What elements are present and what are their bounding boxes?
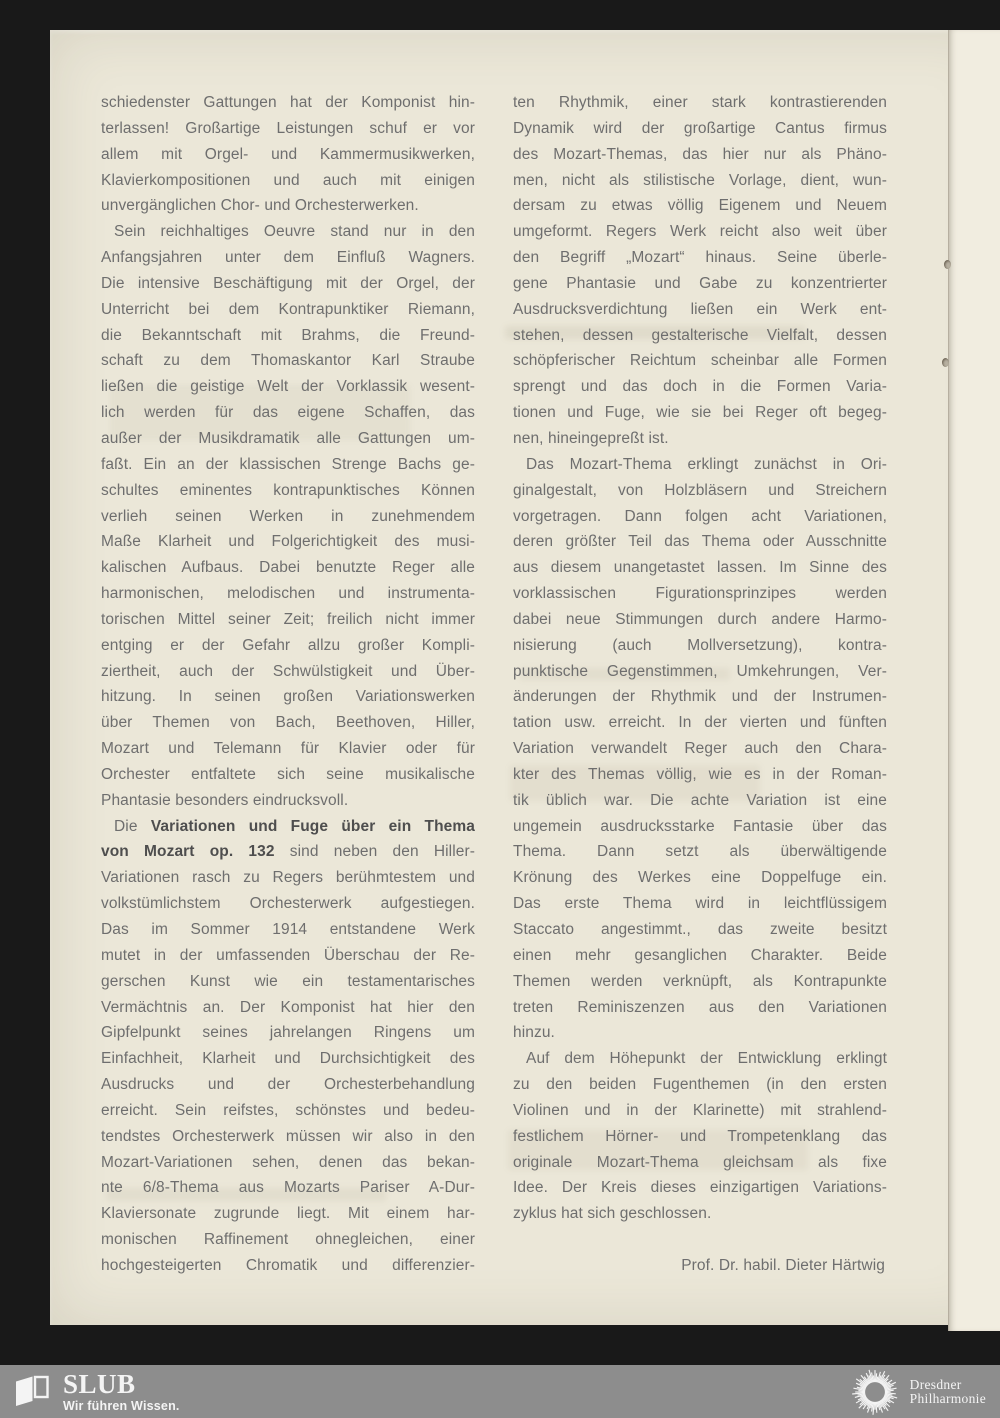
text-line: Klaviersonate zugrunde liegt. Mit einem har- (101, 1205, 475, 1223)
scanned-page (50, 30, 1000, 1325)
left-column-lines (101, 90, 475, 1279)
text-line: Thema. Dann setzt als überwältigende (513, 843, 887, 861)
text-line: nisierung (auch Mollversetzung), kontra- (513, 636, 887, 654)
text-line: lich werden für das eigene Schaffen, das (101, 404, 475, 422)
text-line: dabei neue Stimmungen durch andere Harmo- (513, 610, 887, 628)
text-line: Die intensive Beschäftigung mit der Orgel, der (101, 274, 475, 292)
text-line: festlichem Hörner- und Trompetenklang das (513, 1127, 887, 1145)
slub-text (63, 1368, 180, 1413)
text-line: schöpferischer Reichtum scheinbar alle Formen (513, 352, 887, 370)
text-line: volkstümlichstem Orchesterwerk aufgestiegen. (101, 895, 475, 913)
philharmonie-line2: Philharmonie (909, 1390, 986, 1406)
text-line: tendstes Orchesterwerk müssen wir also in den (101, 1127, 475, 1145)
text-line: mutet in der umfassenden Überschau der Re- (101, 946, 475, 964)
slub-wordmark: SLUB (63, 1368, 136, 1399)
text-line: Ausdrucksverdichtung ließen ein Werk ent- (513, 300, 887, 318)
text-line: Sein reichhaltiges Oeuvre stand nur in den (114, 223, 475, 241)
text-line: Mozart und Telemann für Klavier oder für (101, 740, 475, 758)
text-line: Unterricht bei dem Kontrapunktiker Riemann, (101, 300, 475, 318)
text-line: zyklus hat sich geschlossen. (513, 1205, 712, 1223)
text-line: die Bekanntschaft mit Brahms, die Freund- (101, 326, 475, 344)
staple-mark (944, 260, 951, 269)
slub-tagline: Wir führen Wissen. (63, 1398, 180, 1413)
text-line: unvergänglichen Chor- und Orchesterwerken. (101, 197, 419, 215)
text-line: ten Rhythmik, einer stark kontrastierenden (513, 94, 887, 111)
text-line: erreicht. Sein reifstes, schönstes und bedeu- (101, 1101, 475, 1119)
text-line: Die Variationen und Fuge über ein Thema (114, 817, 475, 835)
text-line: tik üblich war. Die achte Variation ist eine (513, 791, 887, 809)
text-line: stehen, dessen gestalterische Vielfalt, dessen (513, 326, 887, 344)
text-line: harmonischen, melodischen und instrumenta- (101, 585, 475, 603)
text-line: Das erste Thema wird in leichtflüssigem (513, 895, 887, 913)
text-line: originale Mozart-Thema gleichsam als fixe (513, 1153, 887, 1171)
text-line: änderungen der Rhythmik und der Instrumen- (513, 688, 887, 706)
text-line: tionen und Fuge, wie sie bei Reger oft begeg- (513, 404, 887, 422)
text-line: monischen Raffinement ohnegleichen, einer (101, 1231, 475, 1249)
text-line: hitzung. In seinen großen Variationswerken (101, 688, 475, 706)
text-line: den Begriff „Mozart“ hinaus. Seine überle- (513, 249, 887, 267)
text-line: ginalgestalt, von Holzbläsern und Streichern (513, 481, 887, 499)
text-line: nte 6/8-Thema aus Mozarts Pariser A-Dur- (101, 1179, 475, 1197)
text-line: Krönung des Werkes eine Doppelfuge ein. (513, 869, 887, 887)
staple-mark (942, 358, 949, 367)
text-line: schaft zu dem Thomaskantor Karl Straube (101, 352, 475, 370)
text-line: ziertheit, auch der Schwülstigkeit und Über- (101, 662, 475, 680)
philharmonie-line1: Dresdner (909, 1376, 962, 1392)
text-line: verlieh seinen Werken in zunehmendem (101, 507, 475, 525)
text-line: terlassen! Großartige Leistungen schuf er vor (101, 119, 475, 137)
text-line: punktische Gegenstimmen, Umkehrungen, Ver- (513, 662, 887, 680)
left-text-column (101, 90, 475, 1279)
text-line: Ausdrucks und der Orchesterbehandlung (101, 1076, 475, 1094)
text-line: zu den beiden Fugenthemen (in den ersten (513, 1076, 887, 1094)
text-line: hinzu. (513, 1024, 555, 1042)
text-line: vorgetragen. Dann folgen acht Variationen, (513, 507, 887, 525)
text-line: Staccato angestimmt., das zweite besitzt (513, 921, 887, 938)
slub-logo (12, 1368, 180, 1413)
text-line: über Themen von Bach, Beethoven, Hiller, (101, 714, 475, 732)
text-line: Orchester entfaltete sich seine musikalische (101, 765, 475, 783)
text-line: Variation verwandelt Reger auch den Chara- (513, 740, 887, 758)
page-fold-edge (948, 30, 1000, 1331)
text-line: men, nicht als stilistische Vorlage, dient, wun- (513, 171, 887, 189)
text-line: Vermächtnis an. Der Komponist hat hier den (101, 998, 475, 1016)
text-line: allem mit Orgel- und Kammermusikwerken, (101, 145, 475, 163)
text-line: schiedenster Gattungen hat der Komponist hin- (101, 94, 475, 111)
text-line: ungemein ausdrucksstarke Fantasie über das (513, 817, 887, 835)
text-line: deren größter Teil das Thema oder Ausschnitte (513, 533, 887, 551)
text-line: Themen werden verknüpft, als Kontrapunkte (513, 972, 887, 990)
text-line: schultes eminentes kontrapunktisches Können (101, 481, 475, 499)
text-line: tation usw. erreicht. In der vierten und fünften (513, 714, 887, 732)
text-line: einen mehr gesanglichen Charakter. Beide (513, 946, 887, 964)
text-line: vorklassischen Figurationsprinzipes werden (513, 585, 887, 603)
text-line: faßt. Ein an der klassischen Strenge Bachs ge- (101, 455, 475, 473)
right-text-column (513, 90, 887, 1279)
text-line: hochgesteigerten Chromatik und differenzier- (101, 1256, 475, 1274)
book-icon (12, 1374, 50, 1407)
right-column-lines (513, 90, 887, 1227)
text-line: Das Mozart-Thema erklingt zunächst in Ori- (526, 455, 887, 473)
text-line: aus diesem unangetastet lassen. Im Sinne des (513, 559, 887, 577)
text-line: des Mozart-Themas, das hier nur als Phäno- (513, 145, 887, 163)
starburst-icon (850, 1367, 900, 1417)
text-line: Auf dem Höhepunkt der Entwicklung erklingt (526, 1050, 887, 1068)
text-line: kter des Themas völlig, wie es in der Roman- (513, 765, 887, 783)
text-line: Klavierkompositionen und auch mit einigen (101, 171, 475, 189)
text-line: Mozart-Variationen sehen, denen das bekan- (101, 1153, 475, 1171)
text-line: außer der Musikdramatik alle Gattungen um- (101, 429, 475, 447)
text-line: Violinen und in der Klarinette) mit strahlend- (513, 1101, 887, 1119)
text-line: Variationen rasch zu Regers berühmtestem und (101, 869, 475, 887)
text-line: sprengt und das doch in die Formen Varia- (513, 378, 887, 396)
text-line: umgeformt. Regers Werk reicht also weit über (513, 223, 887, 241)
text-line: kalischen Aufbaus. Dabei benutzte Reger alle (101, 559, 475, 577)
text-line: nen, hineingepreßt ist. (513, 429, 669, 447)
text-line: ließen die geistige Welt der Vorklassik wesent- (101, 378, 475, 396)
text-line: Dynamik wird der großartige Cantus firmus (513, 119, 887, 137)
library-footer-bar (0, 1365, 1000, 1418)
text-line: gerschen Kunst wie ein testamentarisches (101, 972, 475, 990)
text-line: Das im Sommer 1914 entstandene Werk (101, 921, 475, 938)
text-line: Gipfelpunkt seines jahrelangen Ringens um (101, 1024, 475, 1042)
text-line: entging er der Gefahr allzu großer Kompli- (101, 636, 475, 654)
text-line: torischen Mittel seiner Zeit; freilich nicht immer (101, 610, 475, 628)
text-line: Anfangsjahren unter dem Einfluß Wagners. (101, 249, 475, 267)
text-line: Idee. Der Kreis dieses einzigartigen Variations- (513, 1179, 887, 1197)
text-line: gene Phantasie und Gabe zu konzentrierter (513, 274, 887, 292)
text-line: treten Reminiszenzen aus den Variationen (513, 998, 887, 1016)
text-line: dersam zu etwas völlig Eigenem und Neuem (513, 197, 887, 215)
philharmonie-wordmark (910, 1378, 986, 1406)
dresdner-philharmonie-logo (850, 1367, 988, 1417)
text-line: von Mozart op. 132 sind neben den Hiller- (101, 843, 475, 861)
author-credit: Prof. Dr. habil. Dieter Härtwig (681, 1256, 885, 1274)
text-line: Einfachheit, Klarheit und Durchsichtigkeit des (101, 1050, 475, 1068)
text-line: Phantasie besonders eindrucksvoll. (101, 791, 349, 809)
text-line: Maße Klarheit und Folgerichtigkeit des musi- (101, 533, 475, 551)
